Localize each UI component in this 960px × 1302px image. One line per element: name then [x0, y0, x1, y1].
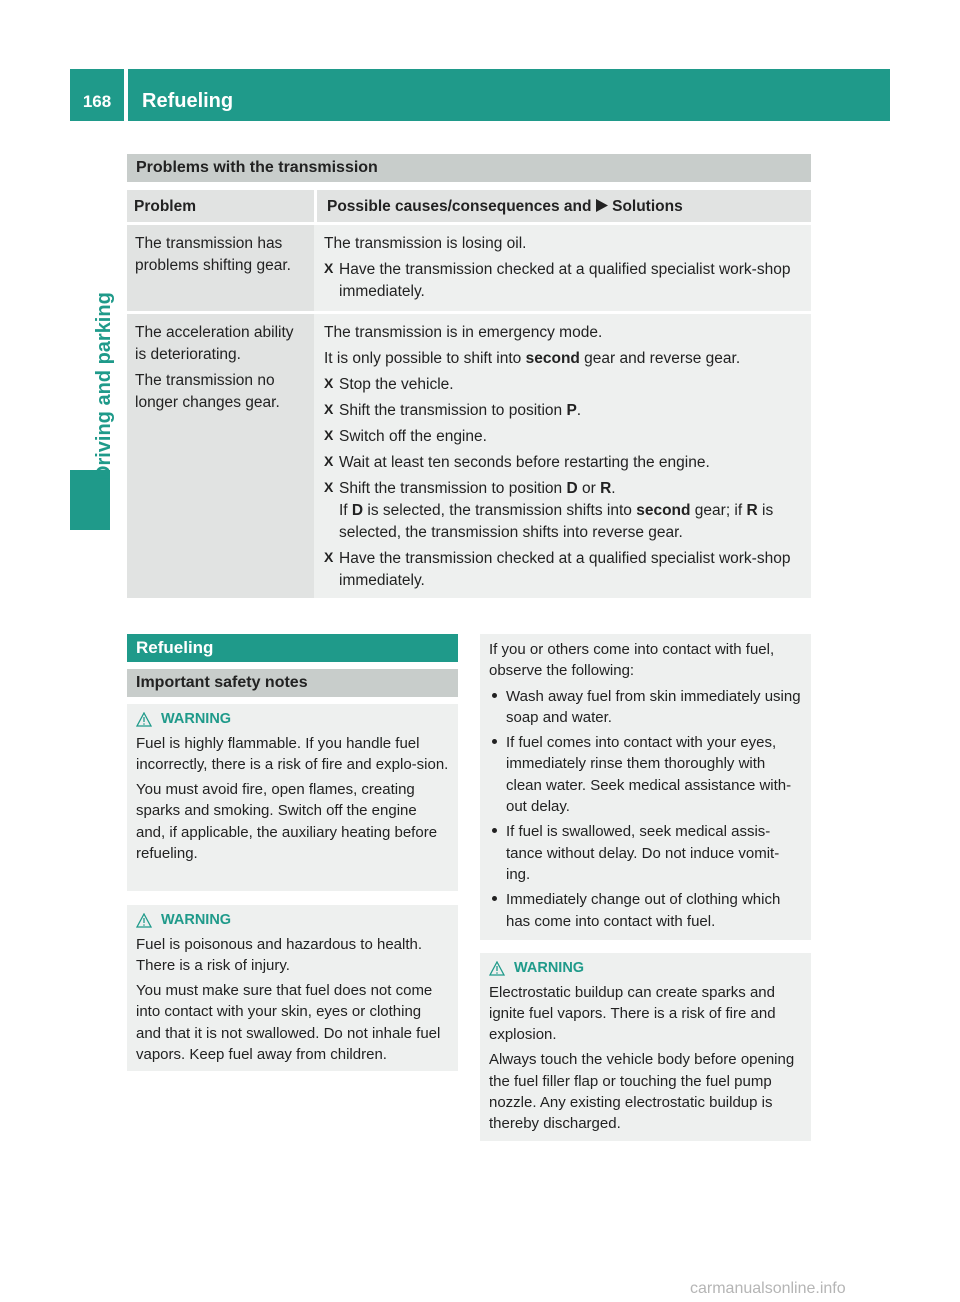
warning-triangle-icon: [136, 913, 152, 928]
solution-step: X Wait at least ten seconds before restarting the engine.: [324, 452, 803, 474]
cause-text: It is only possible to shift into second gear and reverse gear.: [324, 350, 741, 367]
solution-step: X Switch off the engine.: [324, 426, 803, 448]
warning-triangle-icon: [489, 961, 505, 976]
solution-step: X Stop the vehicle.: [324, 374, 803, 396]
solution-step: X Have the transmission checked at a qualified specialist work-shop immediately.: [324, 548, 803, 592]
table-header-row: [127, 190, 811, 222]
list-item: Wash away fuel from skin immediately using soap and water.: [489, 686, 803, 729]
warning-heading: WARNING: [489, 958, 803, 979]
column-header-solutions: Possible causes/consequences and Solutions: [314, 190, 811, 222]
list-item: If fuel is swallowed, seek medical assis-tance without delay. Do not induce vomit-ing.: [489, 821, 803, 885]
warning-triangle-icon: [136, 712, 152, 727]
watermark: carmanualsonline.info: [690, 1280, 846, 1297]
problem-cell: The transmission has problems shifting gear.: [127, 225, 314, 311]
warning-box: WARNING Fuel is poisonous and hazardous to health. There is a risk of injury. You must make sure that fuel does not come into contact with your skin, eyes or clothing and that it is not swallowed. Do not inhale fuel vapors. Keep fuel away from children.: [127, 905, 458, 1071]
warning-box: WARNING Fuel is highly flammable. If you handle fuel incorrectly, there is a risk of fire and explo-sion. You must avoid fire, open flames, creating sparks and smoking. Switch off the engine and, if applicable, the auxiliary heating before refueling.: [127, 704, 458, 891]
page-number: 168: [82, 92, 112, 111]
solution-cell: The transmission is in emergency mode. It is only possible to shift into second gear and reverse gear. X Stop the vehicle. X Shift the transmission to position P. X Switch off the engine. X Wait at least ten seconds before restarting the engine. X Shift the transmission to position D or R. If D is selected, the transmission shifts into second gear; if R is selected, the transmission shifts into reverse gear. X Have the transmission checked at a qualified specialist work-shop immediately.: [314, 314, 811, 598]
solution-step: X Shift the transmission to position D or R. If D is selected, the transmission shifts into second gear; if R is selected, the transmission shifts into reverse gear.: [324, 478, 803, 544]
table-title: Problems with the transmission: [127, 154, 811, 182]
subsection-title: Important safety notes: [127, 669, 458, 697]
problem-cell: The acceleration ability is deteriorating. The transmission no longer changes gear.: [127, 314, 314, 598]
play-triangle-icon: [596, 199, 608, 212]
section-title: Refueling: [127, 634, 458, 662]
solution-step: X Shift the transmission to position P.: [324, 400, 803, 422]
table-row: [127, 314, 811, 598]
list-item: Immediately change out of clothing which has come into contact with fuel.: [489, 889, 803, 932]
warning-box: WARNING Electrostatic buildup can create sparks and ignite fuel vapors. There is a risk of fire and explosion. Always touch the vehicle body before opening the fuel filler flap or touching the fuel pump nozzle. Any existing electrostatic buildup is thereby discharged.: [480, 953, 811, 1141]
side-tab-label: Driving and parking: [93, 292, 115, 480]
fuel-contact-box: If you or others come into contact with fuel, observe the following: Wash away fuel from skin immediately using soap and water. If fuel comes into contact with your eyes, immediately rinse them thoroughly with clean water. Seek medical assistance with-out delay. If fuel is swallowed, seek medical assis-tance without delay. Do not induce vomit-ing. Immediately change out of clothing which has come into contact with fuel.: [480, 634, 811, 940]
header-title: Refueling: [142, 90, 234, 112]
solution-cell: The transmission is losing oil. X Have the transmission checked at a qualified specialist work-shop immediately.: [314, 225, 811, 311]
list-item: If fuel comes into contact with your eyes, immediately rinse them thoroughly with clean water. Seek medical assistance with-out delay.: [489, 732, 803, 817]
header-separator: [124, 69, 128, 121]
warning-heading: WARNING: [136, 709, 450, 730]
transmission-table: [127, 154, 811, 598]
table-row: [127, 225, 811, 311]
warning-heading: WARNING: [136, 910, 450, 931]
column-header-problem: Problem: [134, 198, 197, 215]
solution-step: X Have the transmission checked at a qualified specialist work-shop immediately.: [324, 259, 803, 303]
